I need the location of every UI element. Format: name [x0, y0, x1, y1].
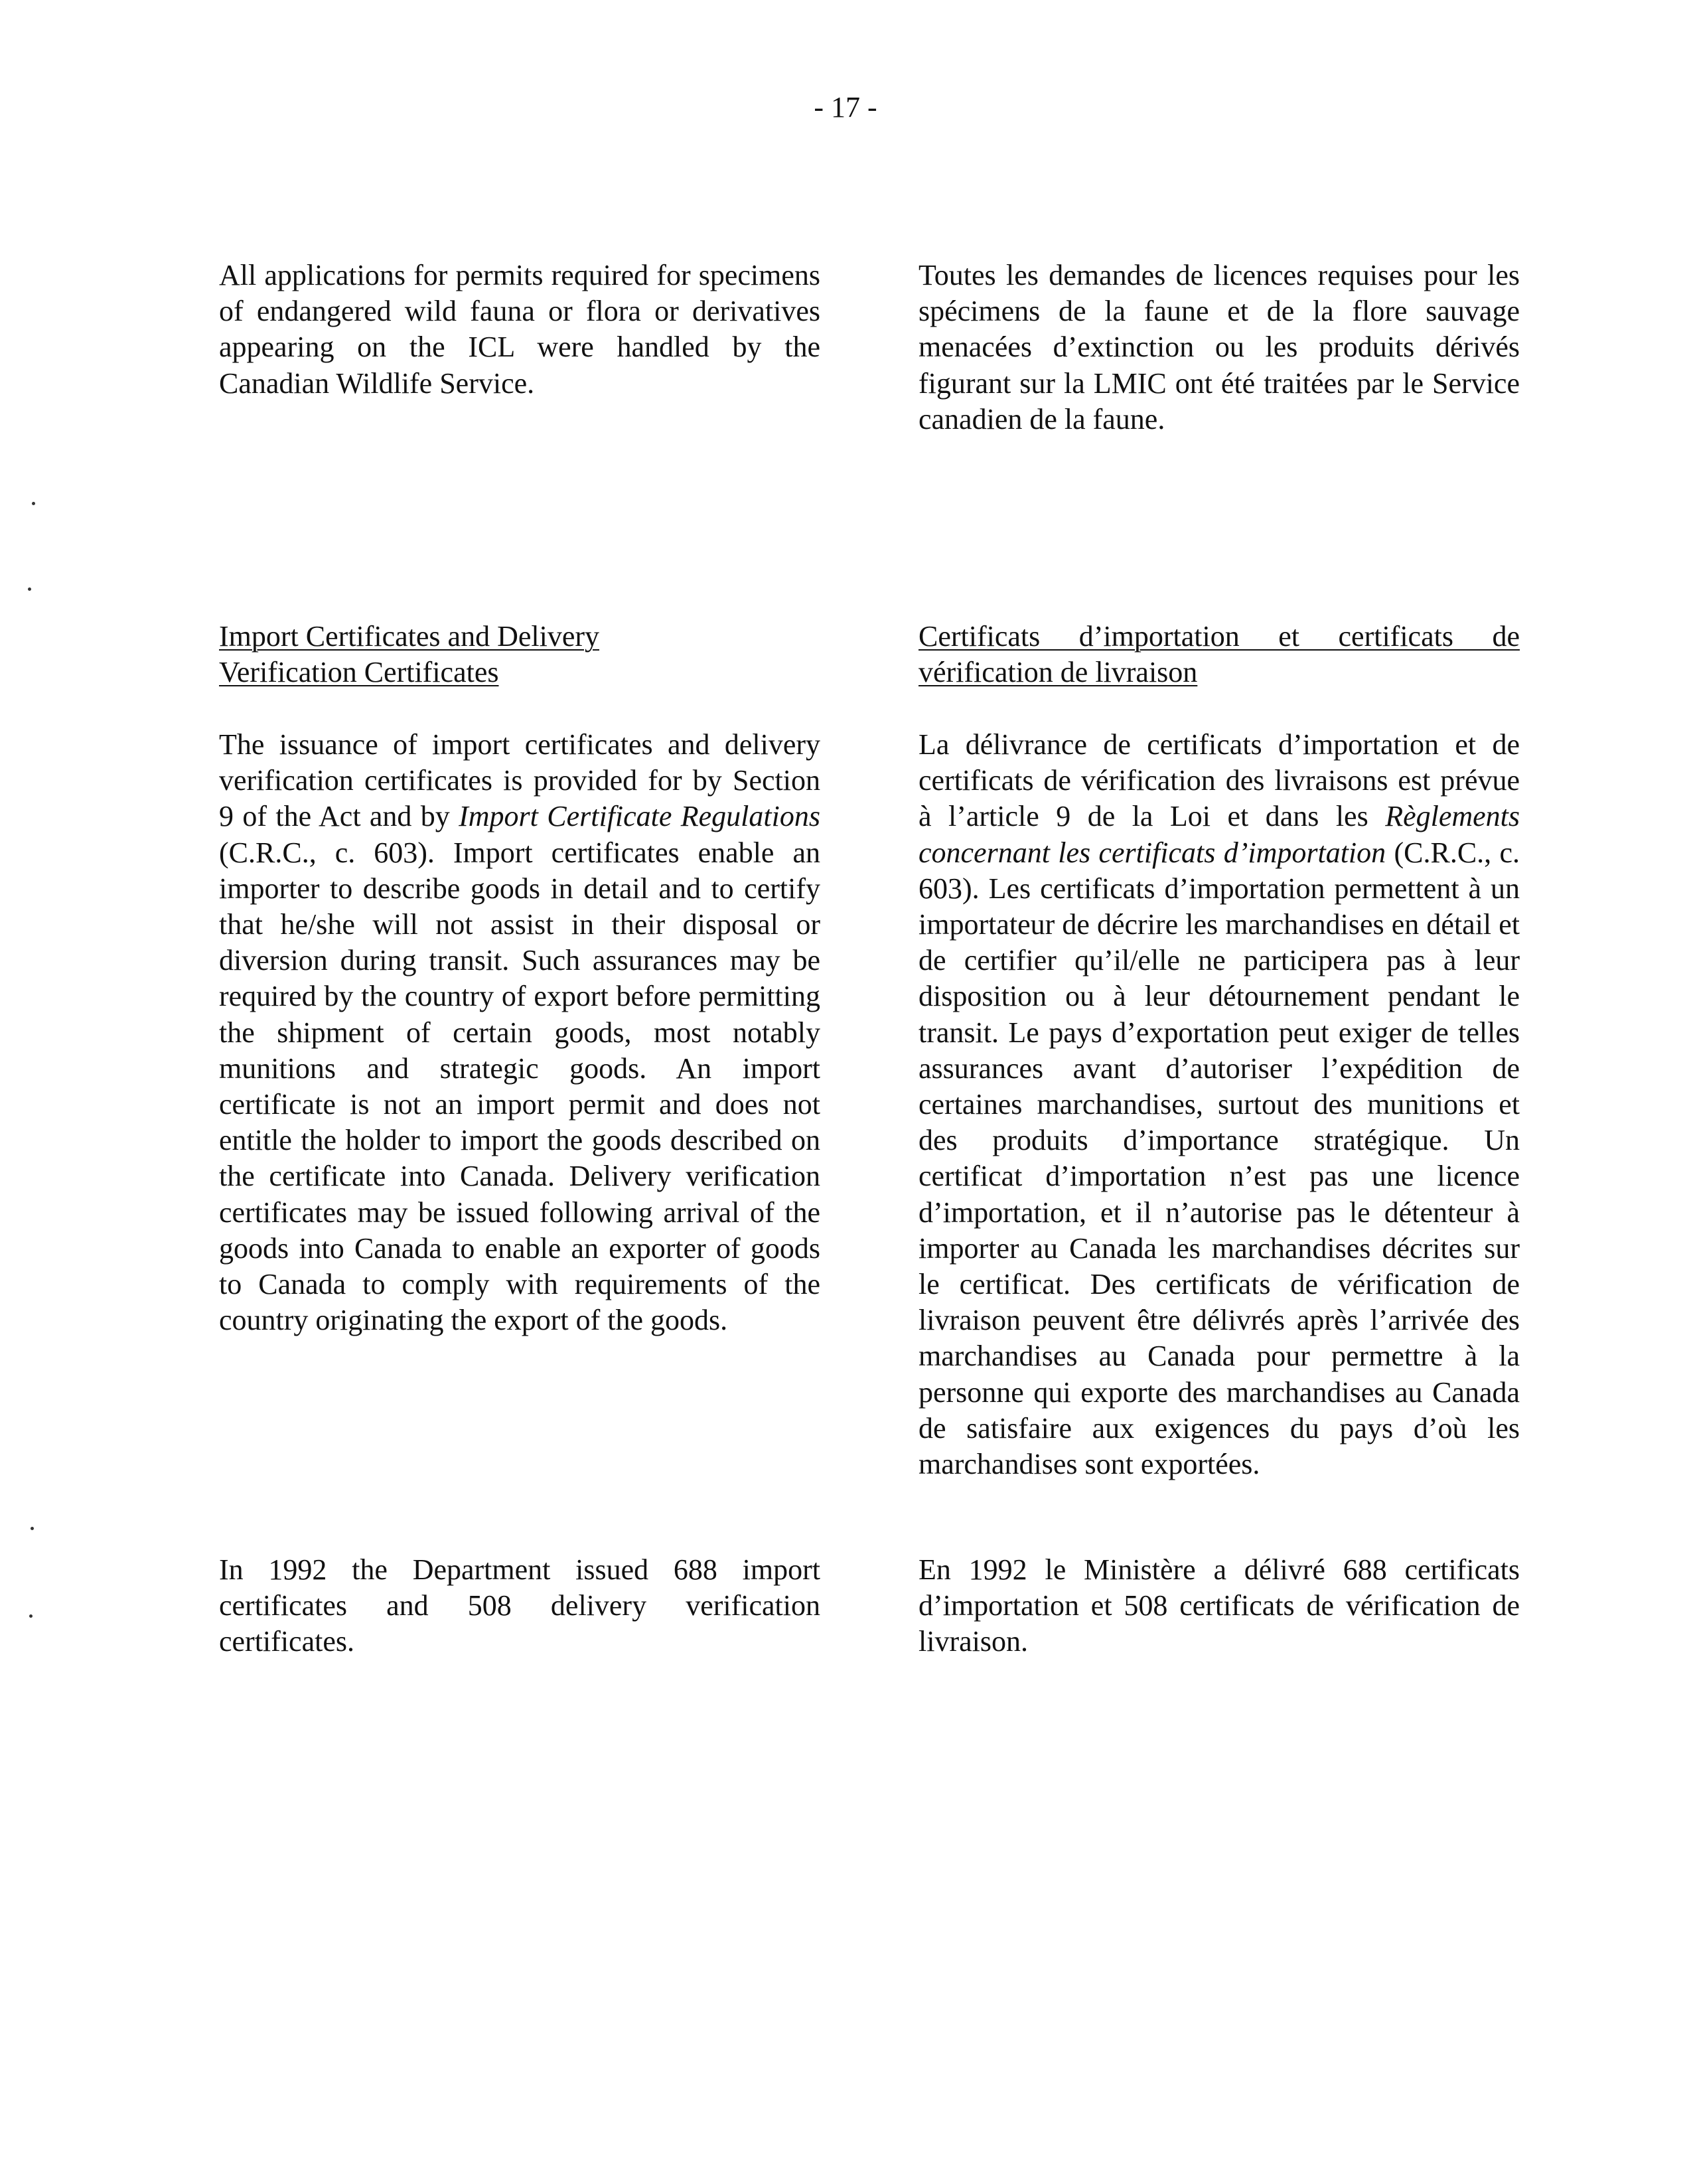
french-body-text-2: (C.R.C., c. 603). Les certificats d’importation permettent à un importateur de décrire les marchandises en détail et de certifier qu’il/elle ne participera pas à leur disposition ou à leur détournement pendant le transit. Le pays d’exportation peut exiger de telles assurances avant d’autoriser l’expédition de certaines marchandises, surtout des munitions et des produits d’importance stratégique. Un certificat d’importation n’est pas une licence d’importation, et il n’autorise pas le détenteur à importer au Canada les marchandises décrites sur le certificat. Des certificats de vérification de livraison peuvent être délivrés après l’arrivée des marchandises au Canada pour permettre à la personne qui exporte des marchandises au Canada de satisfaire aux exigences du pays d’où les marchandises sont exportées.: [919, 836, 1520, 1481]
english-body-text-2: (C.R.C., c. 603). Import certificates enable an importer to describe goods in detail and to certify that he/she will not assist in their disposal or diversion during transit. Such assurances may be required by the country of export before permitting the shipment of certain goods, most notably munitions and strategic goods. An import certificate is not an import permit and does not entitle the holder to import the goods described on the certificate into Canada. Delivery verification certificates may be issued following arrival of the goods into Canada to enable an exporter of goods to Canada to comply with requirements of the country originating the export of the goods.: [219, 836, 820, 1337]
scan-speck: [28, 587, 31, 591]
english-body-paragraph: [219, 727, 820, 1338]
french-heading-line-1: Certificats d’importation et certificats de: [919, 620, 1520, 653]
english-body-text-1: The issuance of import certificates and delivery verification certificates is provided for by Section 9 of the Act and by: [219, 728, 820, 833]
french-body-paragraph: [919, 727, 1520, 1482]
english-heading-line-2: Verification Certificates: [219, 656, 499, 688]
french-heading-line-2: vérification de livraison: [919, 656, 1198, 688]
english-heading-line-1: Import Certificates and Delivery: [219, 620, 600, 653]
french-section-heading: [919, 619, 1520, 690]
french-body-text-1: La délivrance de certificats d’importation et de certificats de vérification des livraisons est prévue à l’article 9 de la Loi et dans les: [919, 728, 1520, 833]
english-regulation-title: Import Certificate Regulations: [459, 800, 820, 833]
scan-speck: [32, 502, 35, 505]
french-regulation-title: Règlements concernant les certificats d’importation: [919, 800, 1520, 869]
french-stats-paragraph: En 1992 le Ministère a délivré 688 certificats d’importation et 508 certificats de vérification de livraison.: [919, 1553, 1520, 1658]
english-intro-paragraph: All applications for permits required for specimens of endangered wild fauna or flora or derivatives appearing on the ICL were handled by the Canadian Wildlife Service.: [219, 259, 820, 400]
page-number: - 17 -: [814, 91, 877, 123]
english-section-heading: [219, 619, 820, 690]
english-stats-paragraph: In 1992 the Department issued 688 import certificates and 508 delivery verification certificates.: [219, 1553, 820, 1658]
scan-speck: [31, 1527, 34, 1530]
scan-speck: [29, 1614, 33, 1618]
french-intro-paragraph: Toutes les demandes de licences requises pour les spécimens de la faune et de la flore sauvage menacées d’extinction ou les produits dérivés figurant sur la LMIC ont été traitées par le Service canadien de la faune.: [919, 259, 1520, 435]
